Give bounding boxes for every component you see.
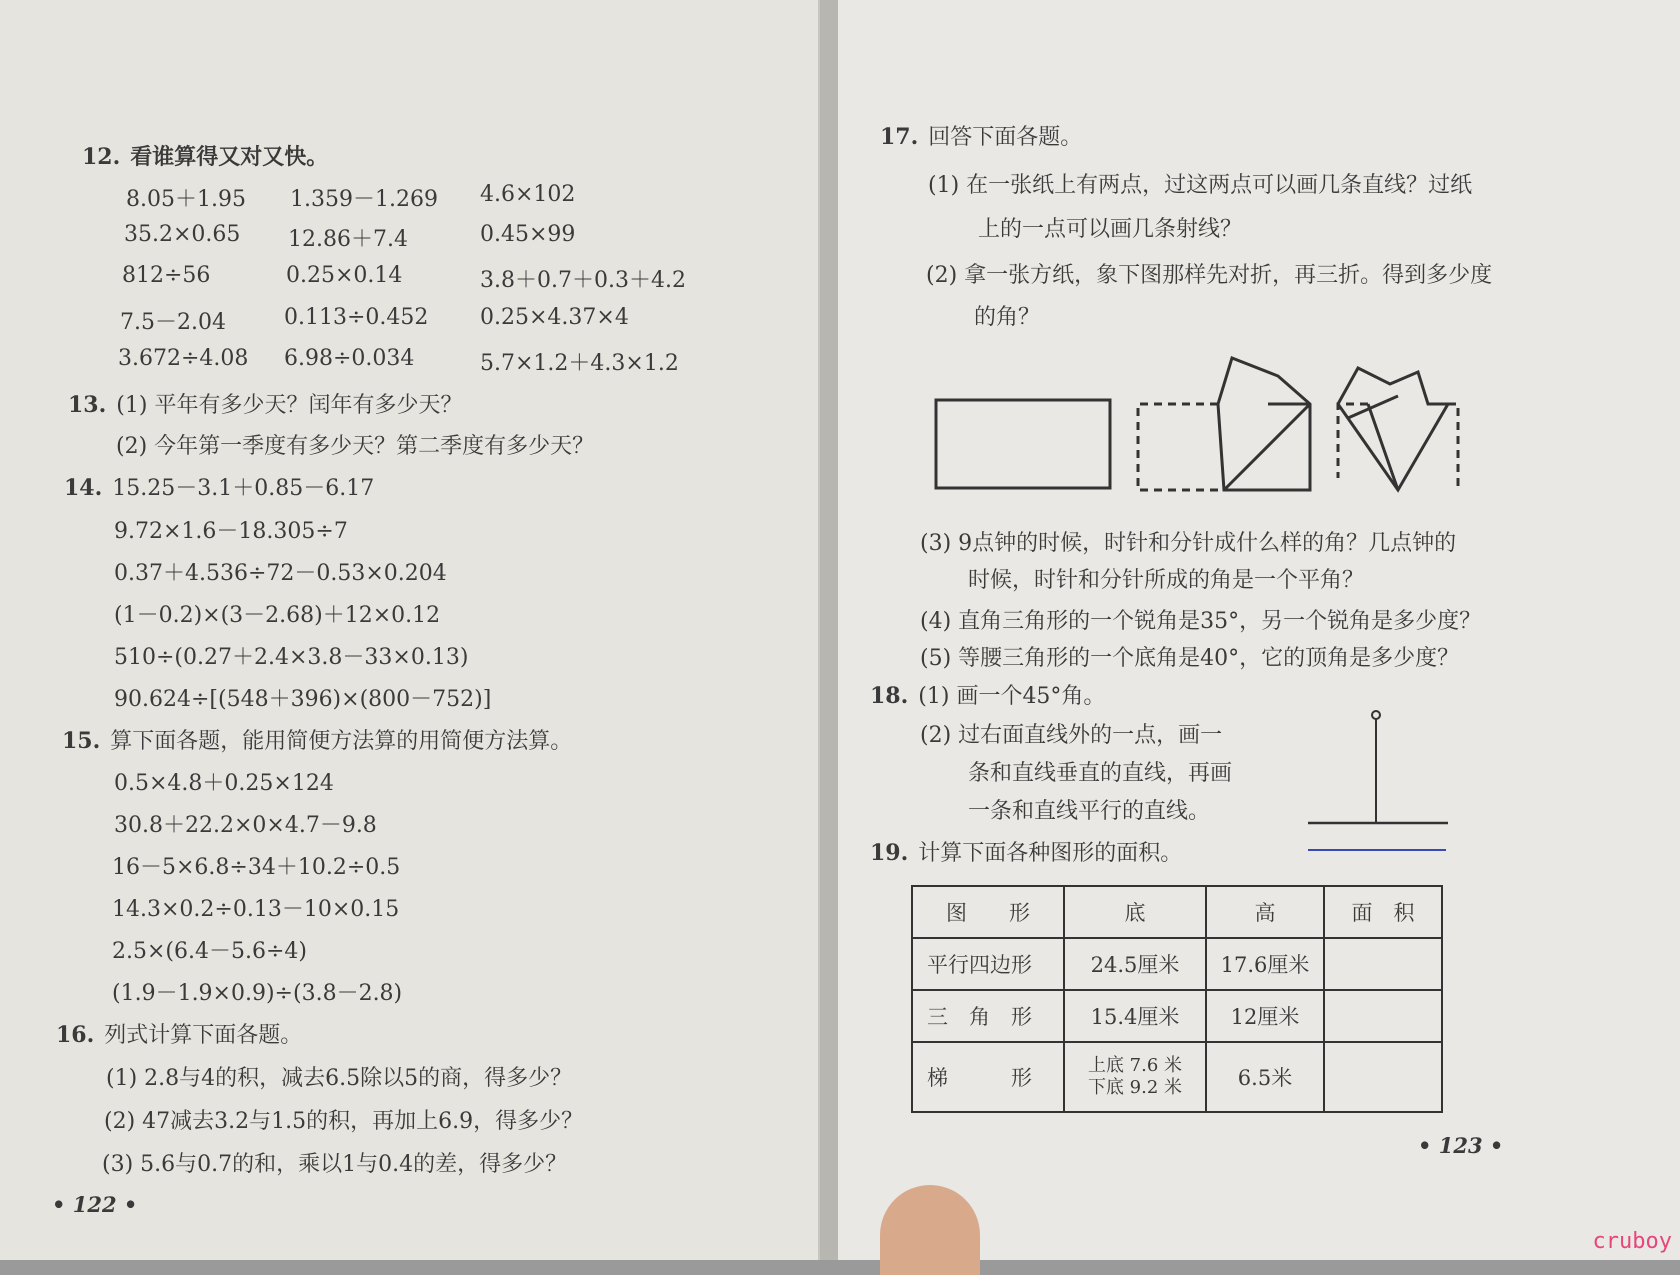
q15-heading: 15. 算下面各题，能用简便方法算的用简便方法算。 [62, 728, 573, 754]
q17-line: (1) 在一张纸上有两点，过这两点可以画几条直线？过纸 [928, 173, 1473, 198]
q13-line: (2) 今年第一季度有多少天？第二季度有多少天？ [116, 434, 595, 459]
area-cell [1324, 938, 1442, 990]
right-page [838, 0, 1680, 1260]
q19-heading: 19. 计算下面各种图形的面积。 [870, 840, 1183, 866]
area-cell [1324, 1042, 1442, 1112]
q12-cell: 12.86＋7.4 [288, 227, 408, 252]
folded-twice [1338, 368, 1458, 490]
q12-cell: 3.8＋0.7＋0.3＋4.2 [480, 268, 686, 293]
q12-heading: 12. 看谁算得又对又快。 [82, 144, 329, 170]
q16-line: (3) 5.6与0.7的和，乘以1与0.4的差，得多少？ [102, 1152, 568, 1177]
table-header: 高 [1206, 886, 1324, 938]
q17-heading: 17. 回答下面各题。 [880, 124, 1083, 150]
q14-line: 90.624÷[(548＋396)×(800－752)] [114, 687, 492, 712]
left-page [0, 0, 820, 1260]
q15-line: 0.5×4.8＋0.25×124 [114, 771, 334, 796]
q17-line: 的角？ [974, 305, 1041, 330]
q18-line: 18. (1) 画一个45°角。 [870, 683, 1106, 709]
height-value: 6.5米 [1206, 1042, 1324, 1112]
q13-line: 13. (1) 平年有多少天？闰年有多少天？ [68, 392, 463, 418]
q15-line: 16－5×6.8÷34＋10.2÷0.5 [112, 855, 401, 880]
area-cell [1324, 990, 1442, 1042]
base-value [1064, 1042, 1206, 1112]
folded-once [1138, 358, 1310, 490]
paper-folding-figure [928, 348, 1508, 498]
q12-cell: 0.45×99 [480, 222, 576, 247]
page-number: • 123 • [1418, 1133, 1504, 1158]
q12-cell: 4.6×102 [480, 182, 576, 207]
base-top: 上底 7.6 米 [1087, 1055, 1183, 1076]
line-and-point-figure [1288, 705, 1448, 855]
q12-title: 看谁算得又对又快。 [130, 144, 329, 170]
q17-line: (2) 拿一张方纸，象下图那样先对折，再三折。得到多少度 [926, 263, 1493, 288]
q17-line: (3) 9点钟的时候，时针和分针成什么样的角？几点钟的 [920, 531, 1457, 556]
shape-name: 三 角 形 [912, 990, 1064, 1042]
table-header-row [912, 886, 1442, 938]
table-row [912, 938, 1442, 990]
area-table [911, 885, 1443, 1113]
q19-title: 计算下面各种图形的面积。 [918, 841, 1183, 866]
q15-title: 算下面各题，能用简便方法算的用简便方法算。 [110, 729, 573, 754]
q16-heading: 16. 列式计算下面各题。 [56, 1022, 303, 1048]
q15-line: 14.3×0.2÷0.13－10×0.15 [112, 897, 400, 922]
base-value: 15.4厘米 [1064, 990, 1206, 1042]
table-header: 图 形 [912, 886, 1064, 938]
q14-line: 14. 15.25－3.1＋0.85－6.17 [64, 475, 375, 501]
shape-name: 梯 形 [912, 1042, 1064, 1112]
q14-line: (1－0.2)×(3－2.68)＋12×0.12 [114, 603, 441, 628]
q17-title: 回答下面各题。 [928, 125, 1083, 150]
q18-line: 条和直线垂直的直线，再画 [968, 761, 1233, 786]
q16-line: (2) 47减去3.2与1.5的积，再加上6.9，得多少？ [104, 1109, 584, 1134]
q14-line: 510÷(0.27＋2.4×3.8－33×0.13) [114, 645, 469, 670]
book-gutter [820, 0, 838, 1260]
q16-title: 列式计算下面各题。 [104, 1023, 303, 1048]
q12-cell: 35.2×0.65 [124, 222, 241, 247]
q15-line: 30.8＋22.2×0×4.7－9.8 [114, 813, 377, 838]
shape-name: 平行四边形 [912, 938, 1064, 990]
q14-line: 0.37＋4.536÷72－0.53×0.204 [114, 561, 447, 586]
q15-line: (1.9－1.9×0.9)÷(3.8－2.8) [112, 981, 403, 1006]
q12-cell: 8.05＋1.95 [126, 187, 246, 212]
thumb [880, 1185, 980, 1275]
watermark-text: cruboy [1592, 1229, 1672, 1254]
q12-cell: 0.25×4.37×4 [480, 305, 629, 330]
q12-cell: 1.359－1.269 [290, 187, 438, 212]
q18-line: (2) 过右面直线外的一点，画一 [920, 723, 1223, 748]
q12-cell: 0.25×0.14 [286, 263, 403, 288]
q17-line: 时候，时针和分针所成的角是一个平角？ [968, 568, 1365, 593]
q17-line: (5) 等腰三角形的一个底角是40°，它的顶角是多少度？ [920, 646, 1460, 671]
q14-line: 9.72×1.6－18.305÷7 [114, 519, 348, 544]
q15-line: 2.5×(6.4－5.6÷4) [112, 939, 307, 964]
q17-line: 上的一点可以画几条射线？ [978, 217, 1243, 242]
table-row [912, 990, 1442, 1042]
square-paper [936, 400, 1110, 488]
q12-cell: 7.5－2.04 [120, 310, 226, 335]
table-header: 底 [1064, 886, 1206, 938]
height-value: 17.6厘米 [1206, 938, 1324, 990]
q12-cell: 0.113÷0.452 [284, 305, 429, 330]
q12-cell: 3.672÷4.08 [118, 346, 249, 371]
q18-line: 一条和直线平行的直线。 [968, 799, 1211, 824]
q16-line: (1) 2.8与4的积，减去6.5除以5的商，得多少？ [106, 1066, 573, 1091]
point-outside-line [1372, 711, 1380, 719]
table-header: 面 积 [1324, 886, 1442, 938]
q12-cell: 5.7×1.2＋4.3×1.2 [480, 351, 679, 376]
height-value: 12厘米 [1206, 990, 1324, 1042]
base-bottom: 下底 9.2 米 [1087, 1077, 1183, 1098]
table-row [912, 1042, 1442, 1112]
base-value: 24.5厘米 [1064, 938, 1206, 990]
q12-cell: 6.98÷0.034 [284, 346, 415, 371]
q12-cell: 812÷56 [122, 263, 211, 288]
q17-line: (4) 直角三角形的一个锐角是35°，另一个锐角是多少度？ [920, 609, 1482, 634]
page-number: • 122 • [52, 1192, 138, 1217]
